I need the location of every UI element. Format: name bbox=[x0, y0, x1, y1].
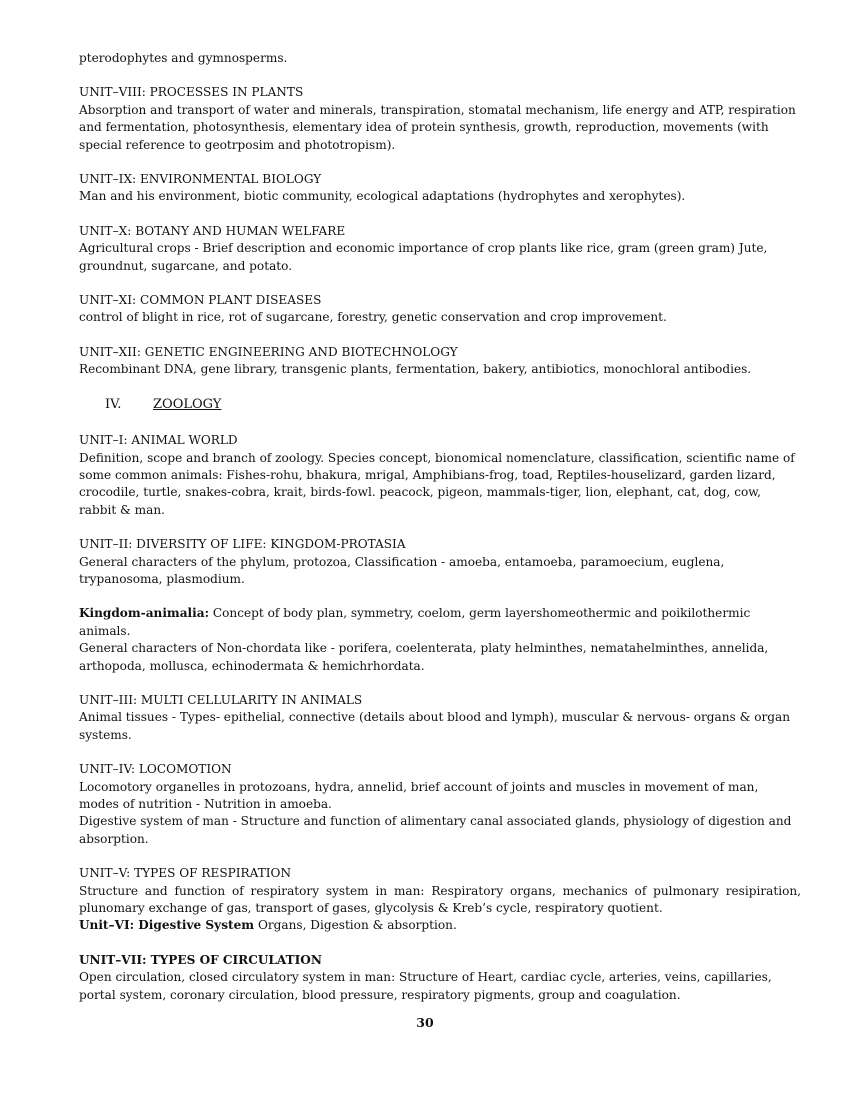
unit-body: Man and his environment, biotic community, ecological adaptations (hydrophytes and xerophytes). bbox=[79, 189, 686, 204]
unit-body: control of blight in rice, rot of sugarcane, forestry, genetic conservation and crop improvement. bbox=[79, 310, 667, 325]
unit-x-block bbox=[79, 223, 801, 275]
unit-ix-block bbox=[79, 171, 801, 206]
unit-vi-label: Unit–VI: Digestive System bbox=[79, 918, 255, 933]
unit-body: Recombinant DNA, gene library, transgenic plants, fermentation, bakery, antibiotics, monochloral antibodies. bbox=[79, 362, 752, 377]
intro-block bbox=[79, 50, 801, 67]
unit-body: Agricultural crops - Brief description and economic importance of crop plants like rice, gram (green gram) Jute, groundnut, sugarcane, and potato. bbox=[79, 241, 768, 273]
unit-body: Locomotory organelles in protozoans, hydra, annelid, brief account of joints and muscles in movement of man, modes of nutrition - Nutrition in amoeba. bbox=[79, 779, 759, 811]
intro-text: pterodophytes and gymnosperms. bbox=[79, 51, 288, 65]
unit-heading: UNIT–I: ANIMAL WORLD bbox=[79, 433, 238, 448]
unit-heading: UNIT–III: MULTI CELLULARITY IN ANIMALS bbox=[79, 692, 363, 707]
unit-heading: UNIT–V: TYPES OF RESPIRATION bbox=[79, 866, 292, 881]
zoology-unit-iv-block bbox=[79, 761, 801, 848]
unit-viii-block bbox=[79, 84, 801, 154]
unit-body: Structure and function of respiratory system in man: Respiratory organs, mechanics of pulmonary resipiration, plunomary exchange of gas, transport of gases, glycolysis & Kreb’s cycle, respiratory quotient. bbox=[79, 883, 801, 916]
unit-heading: UNIT–VII: TYPES OF CIRCULATION bbox=[79, 952, 322, 967]
unit-heading: UNIT–X: BOTANY AND HUMAN WELFARE bbox=[79, 223, 346, 238]
unit-heading: UNIT–XII: GENETIC ENGINEERING AND BIOTECHNOLOGY bbox=[79, 344, 458, 359]
section-heading bbox=[105, 396, 801, 413]
zoology-unit-iii-block bbox=[79, 692, 801, 744]
unit-body: General characters of Non-chordata like - porifera, coelenterata, platy helminthes, nematahelminthes, annelida, arthopoda, mollusca, echinodermata & hemichrhordata. bbox=[79, 641, 769, 673]
animalia-label: Kingdom-animalia: bbox=[79, 606, 210, 621]
document-page bbox=[79, 50, 801, 1021]
unit-xi-block bbox=[79, 292, 801, 327]
unit-body: Digestive system of man - Structure and function of alimentary canal associated glands, physiology of digestion and absorption. bbox=[79, 814, 792, 846]
unit-body: Open circulation, closed circulatory system in man: Structure of Heart, cardiac cycle, arteries, veins, capillaries, portal system, coronary circulation, blood pressure, respiratory pigments, group and coagulation. bbox=[79, 970, 772, 1002]
section-title: ZOOLOGY bbox=[153, 396, 222, 412]
zoology-unit-i-block bbox=[79, 432, 801, 519]
unit-vi-text: Organs, Digestion & absorption. bbox=[254, 918, 457, 933]
unit-heading: UNIT–IX: ENVIRONMENTAL BIOLOGY bbox=[79, 172, 322, 187]
zoology-unit-vii-block bbox=[79, 952, 801, 1004]
unit-heading: UNIT–VIII: PROCESSES IN PLANTS bbox=[79, 85, 304, 100]
unit-heading: UNIT–II: DIVERSITY OF LIFE: KINGDOM-PROTASIA bbox=[79, 537, 406, 552]
zoology-unit-ii-block bbox=[79, 536, 801, 588]
page-number: 30 bbox=[416, 1015, 434, 1030]
unit-heading: UNIT–IV: LOCOMOTION bbox=[79, 762, 232, 777]
unit-heading: UNIT–XI: COMMON PLANT DISEASES bbox=[79, 293, 322, 308]
unit-body: Absorption and transport of water and minerals, transpiration, stomatal mechanism, life energy and ATP, respiration and fermentation, photosynthesis, elementary idea of protein synthesis, growth, reproduction, movements (with special reference to geotrposim and phototropism). bbox=[79, 102, 796, 152]
unit-body: Animal tissues - Types- epithelial, connective (details about blood and lymph), muscular & nervous- organs & organ systems. bbox=[79, 710, 790, 742]
unit-body: General characters of the phylum, protozoa, Classification - amoeba, entamoeba, paramoecium, euglena, trypanosoma, plasmodium. bbox=[79, 554, 725, 586]
section-number: IV. bbox=[105, 396, 122, 412]
unit-vi-paragraph bbox=[79, 917, 801, 934]
kingdom-animalia-block bbox=[79, 605, 801, 675]
animalia-paragraph bbox=[79, 605, 801, 640]
zoology-unit-v-block bbox=[79, 865, 801, 935]
unit-xii-block bbox=[79, 344, 801, 379]
animalia-text: Concept of body plan, symmetry, coelom, germ layershomeothermic and poikilothermic animals. bbox=[79, 606, 751, 638]
unit-body: Definition, scope and branch of zoology. Species concept, bionomical nomenclature, classification, scientific name of some common animals: Fishes-rohu, bhakura, mrigal, Amphibians-frog, toad, Reptiles-houselizard, garden lizard, crocodile, turtle, snakes-cobra, krait, birds-fowl. peacock, pigeon, mammals-tiger, lion, elephant, cat, dog, cow, rabbit & man. bbox=[79, 450, 795, 517]
